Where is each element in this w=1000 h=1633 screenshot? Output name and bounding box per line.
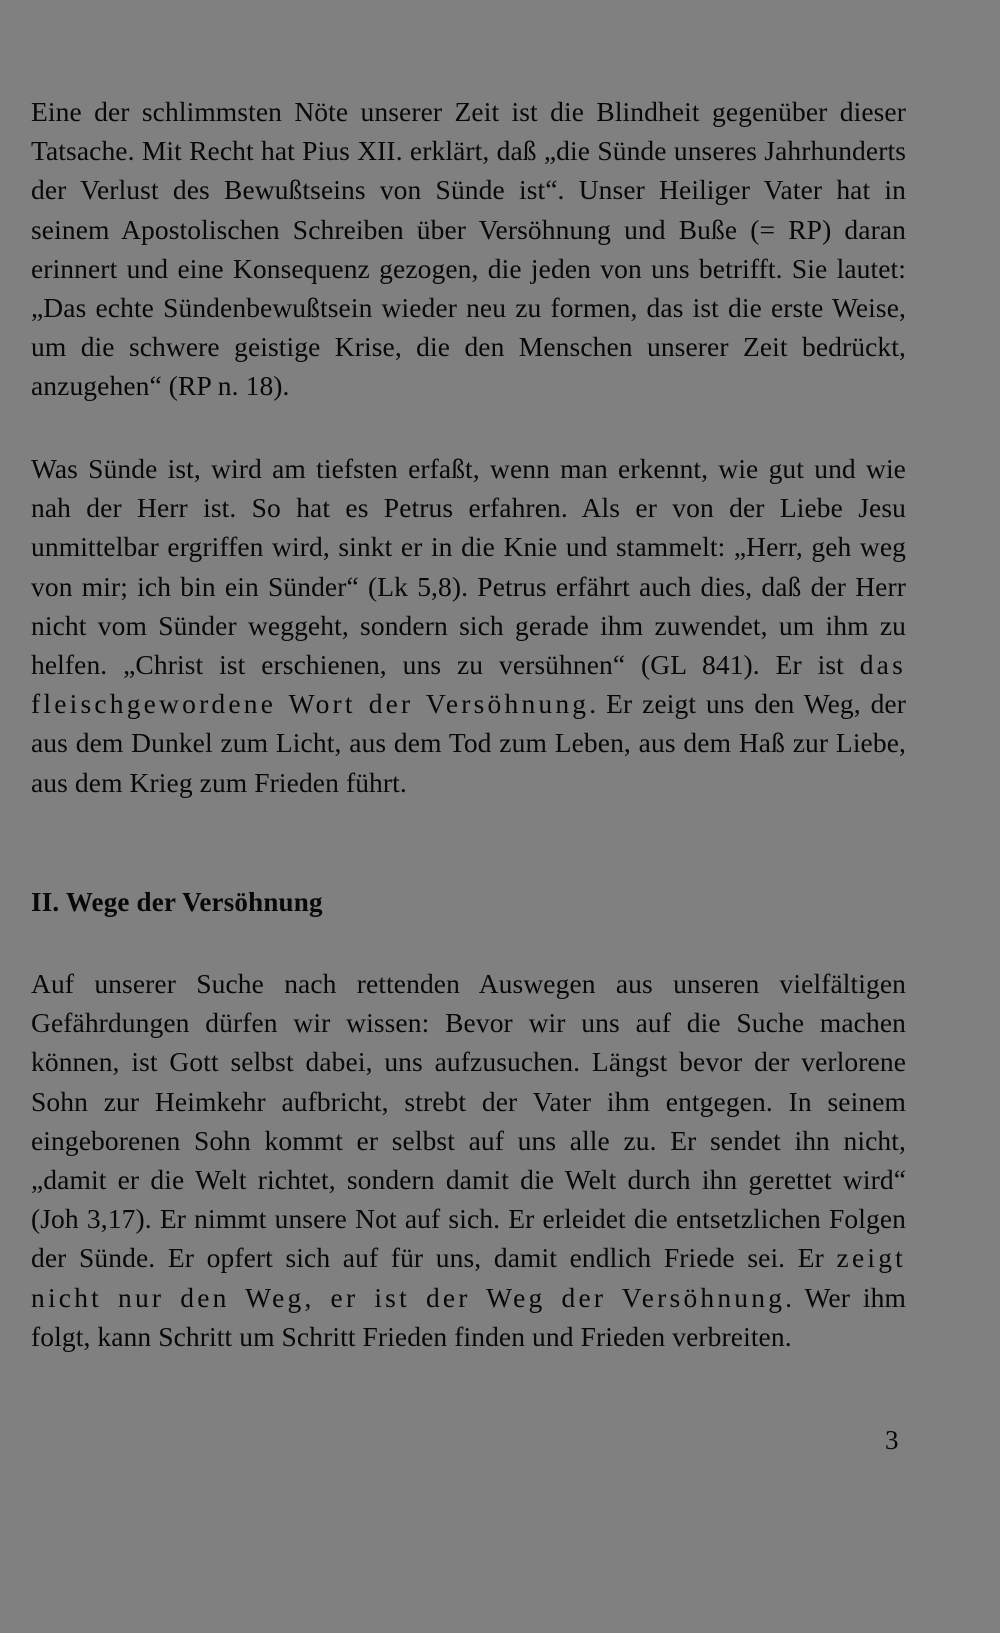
paragraph-3-text-start: Auf unserer Suche nach rettenden Auswegen aus unseren vielfältigen Gefährdungen dürfen wir wissen: Bevor wir uns auf die Suche machen können, ist Gott selbst dabei, uns aufzusuchen. Längst bevor der verlorene Sohn zur Heimkehr aufbricht, strebt der Vater ihm entgegen. In seinem eingeborenen Sohn kommt er selbst auf uns alle zu. Er sendet ihn nicht, „damit er die Welt richtet, sondern damit die Welt durch ihn gerettet wird“ (Joh 3,17). Er nimmt unsere Not auf sich. Er erleidet die entsetzlichen Folgen der Sünde. Er opfert sich auf für uns, damit endlich Friede sei. Er: [31, 968, 906, 1274]
paragraph-1: [31, 92, 906, 406]
paragraph-1-text: Eine der schlimmsten Nöte unserer Zeit ist die Blindheit gegenüber dieser Tatsache. Mit Recht hat Pius XII. erklärt, daß „die Sünde unseres Jahrhunderts der Verlust des Bewußtseins von Sünde ist“. Unser Heiliger Vater hat in seinem Apostolischen Schreiben über Versöhnung und Buße (= RP) daran erinnert und eine Konsequenz gezogen, die jeden von uns betrifft. Sie lautet: „Das echte Sündenbewußtsein wieder neu zu formen, das ist die erste Weise, um die schwere geistige Krise, die den Menschen unserer Zeit bedrückt, anzugehen“ (RP n. 18).: [31, 96, 906, 402]
paragraph-2-text-end: . Er zeigt uns den Weg, der aus dem Dunkel zum Licht, aus dem Tod zum Leben, aus dem Haß zur Liebe, aus dem Krieg zum Frieden führt.: [31, 688, 906, 798]
paragraph-2-emphasis: das fleischgewordene Wort der Versöhnung: [31, 649, 906, 720]
paragraph-2: [31, 449, 906, 802]
paragraph-2-text-start: Was Sünde ist, wird am tiefsten erfaßt, wenn man erkennt, wie gut und wie nah der Herr ist. So hat es Petrus erfahren. Als er von der Liebe Jesu unmittelbar ergriffen wird, sinkt er in die Knie und stammelt: „Herr, geh weg von mir; ich bin ein Sünder“ (Lk 5,8). Petrus erfährt auch dies, daß der Herr nicht vom Sünder weggeht, sondern sich gerade ihm zuwendet, um ihm zu helfen. „Christ ist erschienen, uns zu versühnen“ (GL 841). Er ist: [31, 453, 906, 681]
paragraph-3: [31, 964, 906, 1356]
section-heading: II. Wege der Versöhnung: [31, 887, 323, 917]
page-number: 3: [885, 1425, 899, 1455]
paragraph-3-text-end: . Wer ihm folgt, kann Schritt um Schritt Frieden finden und Frieden verbreiten.: [31, 1281, 906, 1352]
paragraph-3-emphasis: zeigt nicht nur den Weg, er ist der Weg der Versöhnung: [31, 1242, 906, 1313]
